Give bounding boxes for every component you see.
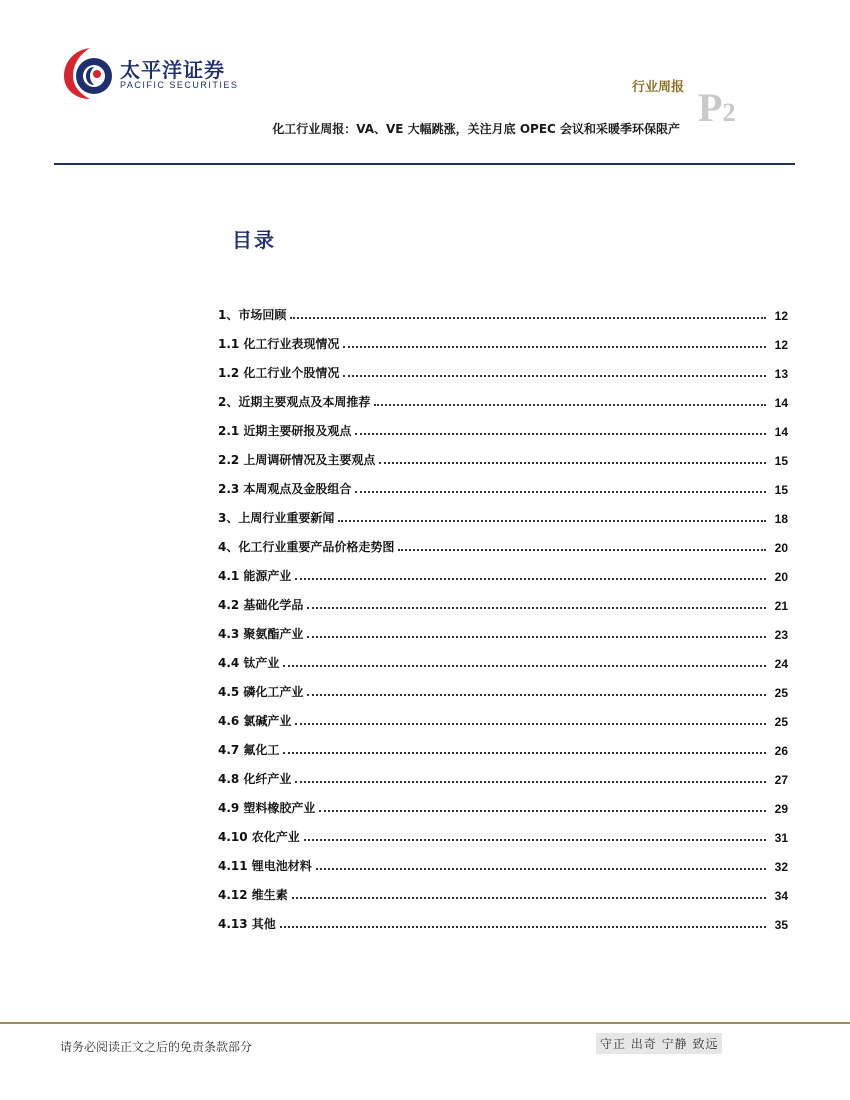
toc-entry-label: 4.8 化纤产业 [218, 772, 292, 786]
logo-chinese-name: 太平洋证券 [120, 58, 225, 82]
toc-entry[interactable] [218, 584, 788, 613]
toc-dot-leader [319, 809, 766, 812]
toc-entry-label: 2、近期主要观点及本周推荐 [218, 395, 371, 409]
toc-entry[interactable] [218, 352, 788, 381]
toc-entry-label: 4.7 氟化工 [218, 743, 280, 757]
toc-dot-leader [307, 606, 766, 609]
toc-entry-label: 4.10 农化产业 [218, 830, 300, 844]
toc-entry-label: 4.9 塑料橡胶产业 [218, 801, 316, 815]
pacific-securities-logo-icon [60, 44, 116, 102]
toc-entry-label: 2.2 上周调研情况及主要观点 [218, 453, 376, 467]
toc-entry-page: 32 [774, 860, 788, 874]
toc-entry-page: 34 [774, 889, 788, 903]
toc-entry[interactable] [218, 729, 788, 758]
toc-dot-leader [283, 664, 766, 667]
page-number-value: 2 [722, 98, 736, 127]
toc-dot-leader [280, 925, 766, 928]
toc-entry-label: 4.5 磷化工产业 [218, 685, 304, 699]
toc-dot-leader [283, 751, 766, 754]
toc-entry[interactable] [218, 816, 788, 845]
toc-entry[interactable] [218, 671, 788, 700]
toc-entry-label: 2.1 近期主要研报及观点 [218, 424, 352, 438]
toc-entry-page: 25 [774, 715, 788, 729]
toc-dot-leader [304, 838, 766, 841]
toc-entry[interactable] [218, 613, 788, 642]
toc-entry-label: 4.4 钛产业 [218, 656, 280, 670]
toc-entry[interactable] [218, 700, 788, 729]
toc-entry-label: 4、化工行业重要产品价格走势图 [218, 540, 395, 554]
toc-entry-page: 15 [774, 454, 788, 468]
toc-dot-leader [295, 722, 766, 725]
page-number [698, 84, 735, 131]
toc-entry[interactable] [218, 381, 788, 410]
toc-entry[interactable] [218, 787, 788, 816]
toc-entry-page: 14 [774, 425, 788, 439]
toc-entry-label: 4.6 氯碱产业 [218, 714, 292, 728]
footer-disclaimer: 请务必阅读正文之后的免责条款部分 [60, 1040, 253, 1054]
toc-heading: 目录 [232, 228, 276, 252]
toc-dot-leader [295, 780, 766, 783]
toc-dot-leader [374, 403, 766, 406]
toc-entry[interactable] [218, 758, 788, 787]
toc-entry-page: 21 [774, 599, 788, 613]
toc-dot-leader [292, 896, 766, 899]
toc-entry-page: 23 [774, 628, 788, 642]
toc-dot-leader [307, 693, 766, 696]
toc-entry-page: 24 [774, 657, 788, 671]
toc-entry-label: 3、上周行业重要新闻 [218, 511, 335, 525]
toc-entry-page: 29 [774, 802, 788, 816]
toc-dot-leader [398, 548, 766, 551]
toc-entry-page: 27 [774, 773, 788, 787]
toc-dot-leader [355, 432, 766, 435]
footer-divider [0, 1022, 850, 1024]
logo-english-name: PACIFIC SECURITIES [120, 80, 239, 90]
toc-dot-leader [307, 635, 766, 638]
toc-entry-page: 25 [774, 686, 788, 700]
toc-entry[interactable] [218, 555, 788, 584]
toc-entry[interactable] [218, 497, 788, 526]
toc-entry[interactable] [218, 903, 788, 932]
table-of-contents [218, 294, 788, 932]
report-type-label: 行业周报 [631, 80, 684, 95]
toc-entry-label: 4.3 聚氨酯产业 [218, 627, 304, 641]
toc-entry-page: 26 [774, 744, 788, 758]
toc-dot-leader [379, 461, 766, 464]
toc-entry-label: 2.3 本周观点及金股组合 [218, 482, 352, 496]
toc-entry[interactable] [218, 410, 788, 439]
toc-entry-label: 4.13 其他 [218, 917, 276, 931]
toc-dot-leader [295, 577, 766, 580]
toc-entry-page: 12 [774, 309, 788, 323]
toc-entry[interactable] [218, 323, 788, 352]
toc-entry[interactable] [218, 468, 788, 497]
toc-entry[interactable] [218, 874, 788, 903]
toc-entry[interactable] [218, 845, 788, 874]
toc-entry-label: 1、市场回顾 [218, 308, 287, 322]
document-title: 化工行业周报：VA、VE 大幅跳涨，关注月底 OPEC 会议和采暖季环保限产 [272, 122, 680, 136]
toc-entry-label: 1.1 化工行业表现情况 [218, 337, 340, 351]
toc-entry[interactable] [218, 439, 788, 468]
toc-dot-leader [343, 374, 766, 377]
toc-entry-label: 4.1 能源产业 [218, 569, 292, 583]
page-number-prefix: P [698, 85, 723, 130]
toc-entry[interactable] [218, 526, 788, 555]
toc-entry-page: 12 [774, 338, 788, 352]
toc-entry-page: 31 [774, 831, 788, 845]
toc-entry-label: 4.12 维生素 [218, 888, 288, 902]
toc-dot-leader [316, 867, 766, 870]
toc-entry-label: 1.2 化工行业个股情况 [218, 366, 340, 380]
header-divider [54, 163, 795, 165]
toc-entry-page: 13 [774, 367, 788, 381]
toc-entry-page: 20 [774, 541, 788, 555]
toc-entry[interactable] [218, 642, 788, 671]
footer-motto: 守正 出奇 宁静 致远 [596, 1033, 722, 1054]
toc-dot-leader [290, 316, 766, 319]
toc-entry[interactable] [218, 294, 788, 323]
toc-entry-page: 14 [774, 396, 788, 410]
toc-entry-page: 20 [774, 570, 788, 584]
toc-dot-leader [343, 345, 766, 348]
toc-dot-leader [338, 519, 766, 522]
toc-entry-page: 18 [774, 512, 788, 526]
toc-dot-leader [355, 490, 766, 493]
toc-entry-label: 4.2 基础化学品 [218, 598, 304, 612]
toc-entry-page: 15 [774, 483, 788, 497]
toc-entry-label: 4.11 锂电池材料 [218, 859, 312, 873]
company-logo [60, 44, 239, 104]
toc-entry-page: 35 [774, 918, 788, 932]
